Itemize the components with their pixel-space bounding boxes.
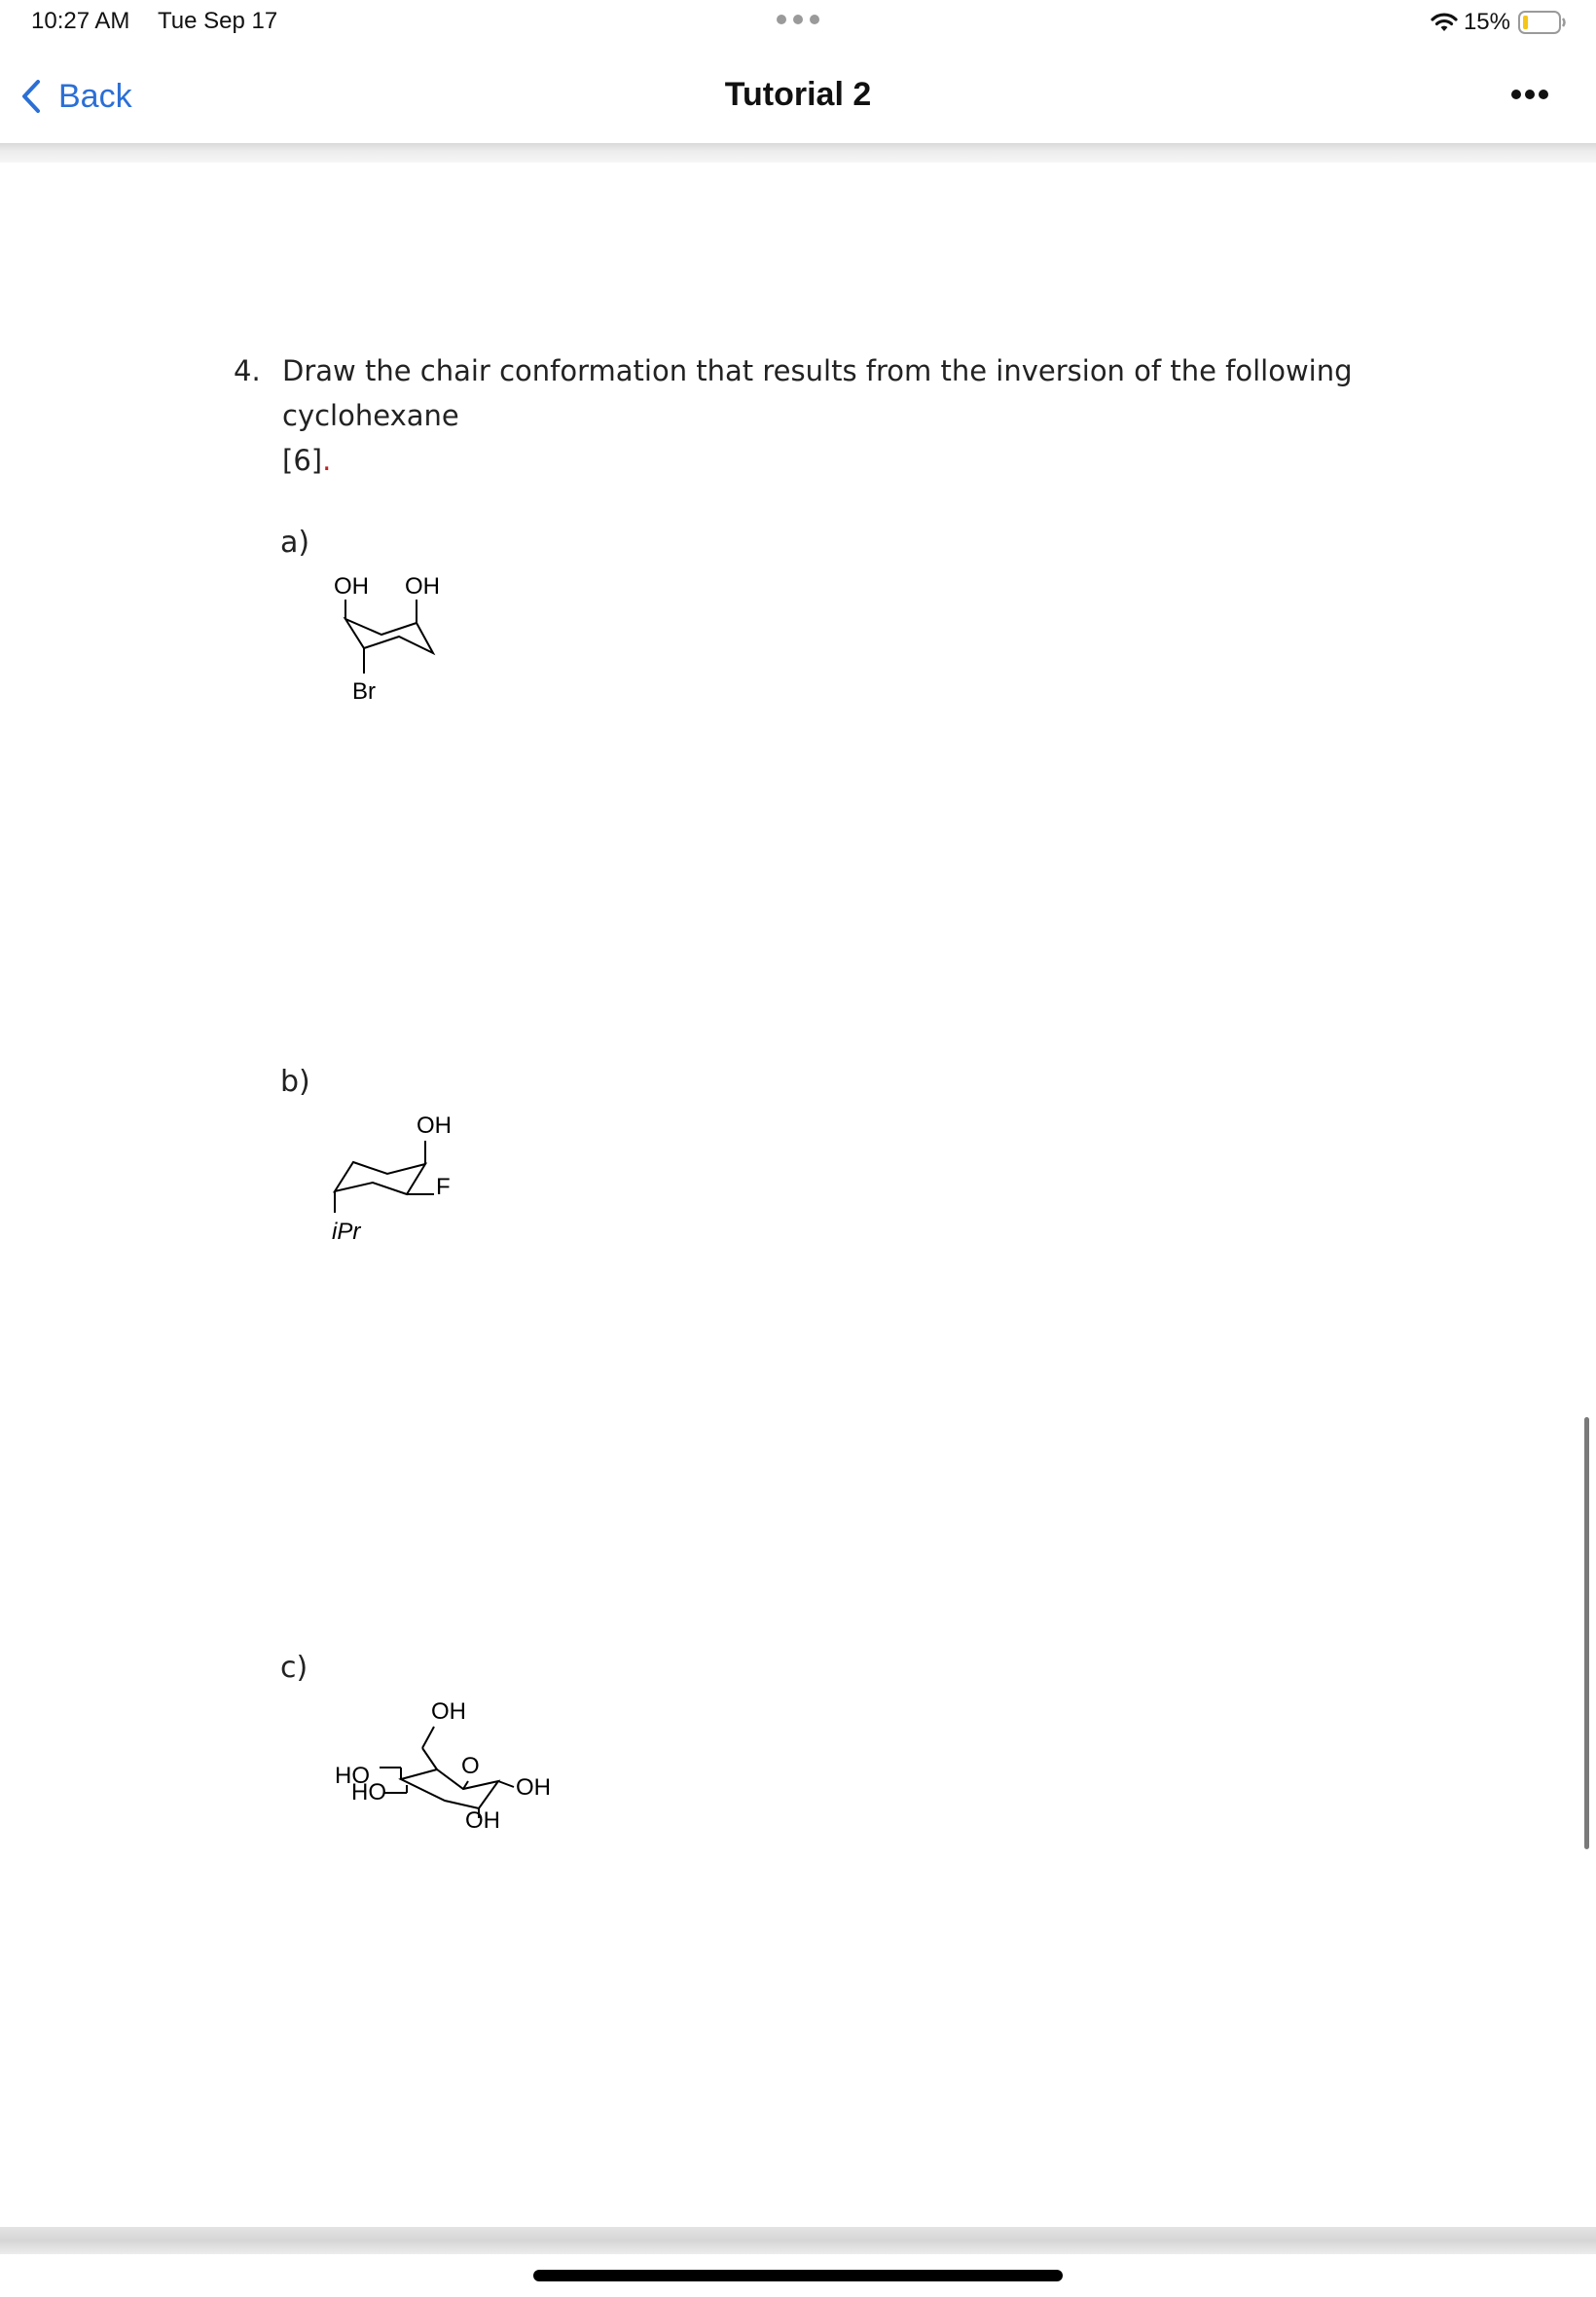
part-c-label: c) (280, 1651, 308, 1685)
structure-c-oh-bottom: OH (465, 1807, 500, 1834)
structure-b-oh: OH (417, 1112, 452, 1139)
status-bar (0, 0, 1596, 47)
structure-c-oh-top: OH (431, 1698, 466, 1725)
structure-b-ipr: iPr (332, 1219, 361, 1245)
structure-c-ho-2: HO (351, 1779, 386, 1805)
toolbar-separator (0, 143, 1596, 163)
status-date: Tue Sep 17 (158, 8, 278, 34)
scroll-indicator[interactable] (1584, 1417, 1589, 1849)
question-number: 4. (234, 354, 261, 387)
structure-c-oh-right: OH (516, 1774, 551, 1801)
structure-a-br: Br (352, 678, 376, 705)
battery-percent: 15% (1463, 9, 1510, 35)
structure-a-oh-1: OH (334, 573, 369, 600)
battery-icon (1518, 10, 1567, 35)
status-time: 10:27 AM (31, 8, 130, 34)
navigation-bar (0, 55, 1596, 142)
part-a-label: a) (280, 526, 310, 560)
home-indicator[interactable] (533, 2270, 1063, 2281)
part-b-label: b) (280, 1065, 310, 1099)
more-options-icon[interactable] (1510, 88, 1549, 101)
question-text (282, 348, 1469, 483)
question-text-line1: Draw the chair conformation that results from the inversion of the following cyclohexane (282, 354, 1353, 432)
status-indicators (1431, 6, 1567, 39)
wifi-icon (1431, 12, 1458, 33)
structure-c-ring-o: O (461, 1753, 480, 1779)
multitasking-dots-icon[interactable] (776, 14, 820, 25)
question-marks-dot: . (322, 444, 332, 477)
structure-c-ho-1: HO (335, 1763, 370, 1789)
question-marks: [6] (282, 444, 323, 477)
question-text-line2 (282, 438, 1469, 483)
structure-a-oh-2: OH (405, 573, 440, 600)
battery-fill (1523, 16, 1528, 29)
page-title: Tutorial 2 (724, 76, 872, 113)
back-label: Back (58, 77, 132, 115)
bottom-separator (0, 2227, 1596, 2254)
structure-b-f: F (436, 1174, 451, 1200)
